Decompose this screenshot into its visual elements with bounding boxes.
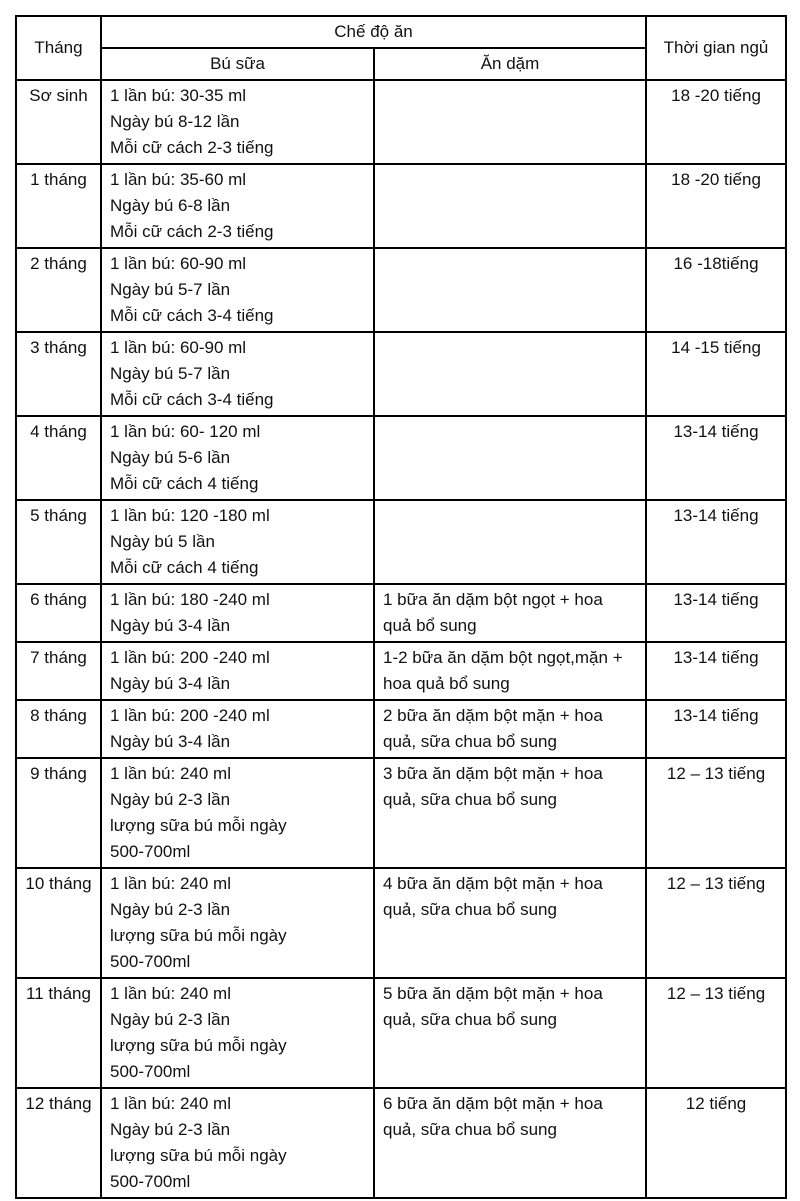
milk-cell	[101, 584, 374, 642]
header-solid: Ăn dặm	[374, 48, 646, 80]
table-row	[16, 80, 786, 164]
cell-line: Ngày bú 2-3 lần	[110, 1010, 231, 1029]
month-cell: 9 tháng	[16, 758, 101, 868]
sleep-cell: 18 -20 tiếng	[646, 164, 786, 248]
milk-cell	[101, 80, 374, 164]
cell-line: 1 lần bú: 240 ml	[110, 1094, 231, 1113]
cell-line: 1 lần bú: 120 -180 ml	[110, 506, 270, 525]
sleep-cell: 13-14 tiếng	[646, 500, 786, 584]
milk-cell	[101, 248, 374, 332]
cell-line: Ngày bú 2-3 lần	[110, 1120, 231, 1139]
month-cell: 8 tháng	[16, 700, 101, 758]
cell-line: Mỗi cữ cách 2-3 tiếng	[110, 222, 274, 241]
solid-food-cell	[374, 642, 646, 700]
milk-cell	[101, 164, 374, 248]
header-month: Tháng	[16, 16, 101, 80]
cell-line: Mỗi cữ cách 2-3 tiếng	[110, 138, 274, 157]
cell-line: Ngày bú 5-7 lần	[110, 280, 231, 299]
sleep-cell: 12 tiếng	[646, 1088, 786, 1198]
table-body	[16, 80, 786, 1198]
table-row	[16, 332, 786, 416]
cell-line: quả bổ sung	[383, 616, 477, 635]
sleep-cell: 14 -15 tiếng	[646, 332, 786, 416]
cell-line: lượng sữa bú mỗi ngày	[110, 1146, 287, 1165]
milk-cell	[101, 642, 374, 700]
cell-line: lượng sữa bú mỗi ngày	[110, 1036, 287, 1055]
cell-line: 1 lần bú: 200 -240 ml	[110, 706, 270, 725]
cell-line: hoa quả bổ sung	[383, 674, 510, 693]
table-row	[16, 642, 786, 700]
milk-cell	[101, 1088, 374, 1198]
solid-food-cell	[374, 584, 646, 642]
solid-food-cell	[374, 868, 646, 978]
cell-line: 1 lần bú: 240 ml	[110, 874, 231, 893]
cell-line: Ngày bú 2-3 lần	[110, 900, 231, 919]
cell-line: Ngày bú 2-3 lần	[110, 790, 231, 809]
cell-line: Ngày bú 5-7 lần	[110, 364, 231, 383]
feeding-schedule-table	[15, 15, 787, 1199]
cell-line: Mỗi cữ cách 3-4 tiếng	[110, 306, 274, 325]
month-cell: 7 tháng	[16, 642, 101, 700]
cell-line: 1 lần bú: 180 -240 ml	[110, 590, 270, 609]
sleep-cell: 12 – 13 tiếng	[646, 868, 786, 978]
cell-line: 3 bữa ăn dặm bột mặn + hoa	[383, 764, 603, 783]
sleep-cell: 12 – 13 tiếng	[646, 758, 786, 868]
milk-cell	[101, 978, 374, 1088]
cell-line: 1 lần bú: 200 -240 ml	[110, 648, 270, 667]
table-header	[16, 16, 786, 80]
cell-line: quả, sữa chua bổ sung	[383, 732, 557, 751]
table-row	[16, 868, 786, 978]
milk-cell	[101, 758, 374, 868]
table-row	[16, 584, 786, 642]
month-cell: 4 tháng	[16, 416, 101, 500]
cell-line: 4 bữa ăn dặm bột mặn + hoa	[383, 874, 603, 893]
cell-line: Mỗi cữ cách 4 tiếng	[110, 474, 259, 493]
solid-food-cell	[374, 248, 646, 332]
table-row	[16, 1088, 786, 1198]
cell-line: 500-700ml	[110, 952, 191, 971]
cell-line: quả, sữa chua bổ sung	[383, 900, 557, 919]
sleep-cell: 18 -20 tiếng	[646, 80, 786, 164]
month-cell: 12 tháng	[16, 1088, 101, 1198]
cell-line: 500-700ml	[110, 842, 191, 861]
cell-line: 1 lần bú: 30-35 ml	[110, 86, 247, 105]
solid-food-cell	[374, 164, 646, 248]
sleep-cell: 13-14 tiếng	[646, 416, 786, 500]
table-row	[16, 700, 786, 758]
milk-cell	[101, 700, 374, 758]
cell-line: 1-2 bữa ăn dặm bột ngọt,mặn +	[383, 648, 623, 667]
cell-line: 1 bữa ăn dặm bột ngọt + hoa	[383, 590, 603, 609]
sleep-cell: 13-14 tiếng	[646, 584, 786, 642]
cell-line: quả, sữa chua bổ sung	[383, 790, 557, 809]
month-cell: 6 tháng	[16, 584, 101, 642]
cell-line: Ngày bú 5 lần	[110, 532, 215, 551]
sleep-cell: 13-14 tiếng	[646, 700, 786, 758]
cell-line: Ngày bú 6-8 lần	[110, 196, 231, 215]
cell-line: Mỗi cữ cách 3-4 tiếng	[110, 390, 274, 409]
table-row	[16, 248, 786, 332]
cell-line: 1 lần bú: 240 ml	[110, 764, 231, 783]
solid-food-cell	[374, 332, 646, 416]
cell-line: quả, sữa chua bổ sung	[383, 1010, 557, 1029]
cell-line: quả, sữa chua bổ sung	[383, 1120, 557, 1139]
month-cell: Sơ sinh	[16, 80, 101, 164]
table-row	[16, 500, 786, 584]
header-sleep: Thời gian ngủ	[646, 16, 786, 80]
sleep-cell: 12 – 13 tiếng	[646, 978, 786, 1088]
month-cell: 5 tháng	[16, 500, 101, 584]
cell-line: 1 lần bú: 240 ml	[110, 984, 231, 1003]
cell-line: 5 bữa ăn dặm bột mặn + hoa	[383, 984, 603, 1003]
cell-line: 1 lần bú: 35-60 ml	[110, 170, 247, 189]
cell-line: Mỗi cữ cách 4 tiếng	[110, 558, 259, 577]
milk-cell	[101, 332, 374, 416]
cell-line: 500-700ml	[110, 1172, 191, 1191]
milk-cell	[101, 868, 374, 978]
table-row	[16, 164, 786, 248]
milk-cell	[101, 500, 374, 584]
cell-line: lượng sữa bú mỗi ngày	[110, 816, 287, 835]
milk-cell	[101, 416, 374, 500]
month-cell: 11 tháng	[16, 978, 101, 1088]
table-row	[16, 758, 786, 868]
sleep-cell: 13-14 tiếng	[646, 642, 786, 700]
solid-food-cell	[374, 416, 646, 500]
cell-line: 1 lần bú: 60- 120 ml	[110, 422, 261, 441]
cell-line: Ngày bú 8-12 lần	[110, 112, 240, 131]
cell-line: 500-700ml	[110, 1062, 191, 1081]
header-row-1	[16, 16, 786, 48]
cell-line: lượng sữa bú mỗi ngày	[110, 926, 287, 945]
solid-food-cell	[374, 758, 646, 868]
solid-food-cell	[374, 978, 646, 1088]
cell-line: Ngày bú 3-4 lần	[110, 674, 231, 693]
month-cell: 1 tháng	[16, 164, 101, 248]
cell-line: 1 lần bú: 60-90 ml	[110, 254, 247, 273]
cell-line: 2 bữa ăn dặm bột mặn + hoa	[383, 706, 603, 725]
cell-line: 6 bữa ăn dặm bột mặn + hoa	[383, 1094, 603, 1113]
solid-food-cell	[374, 500, 646, 584]
solid-food-cell	[374, 700, 646, 758]
cell-line: Ngày bú 3-4 lần	[110, 732, 231, 751]
cell-line: Ngày bú 5-6 lần	[110, 448, 231, 467]
solid-food-cell	[374, 1088, 646, 1198]
cell-line: 1 lần bú: 60-90 ml	[110, 338, 247, 357]
month-cell: 10 tháng	[16, 868, 101, 978]
solid-food-cell	[374, 80, 646, 164]
header-diet: Chế độ ăn	[101, 16, 646, 48]
header-milk: Bú sữa	[101, 48, 374, 80]
table-row	[16, 416, 786, 500]
month-cell: 3 tháng	[16, 332, 101, 416]
table-row	[16, 978, 786, 1088]
sleep-cell: 16 -18tiếng	[646, 248, 786, 332]
month-cell: 2 tháng	[16, 248, 101, 332]
cell-line: Ngày bú 3-4 lần	[110, 616, 231, 635]
